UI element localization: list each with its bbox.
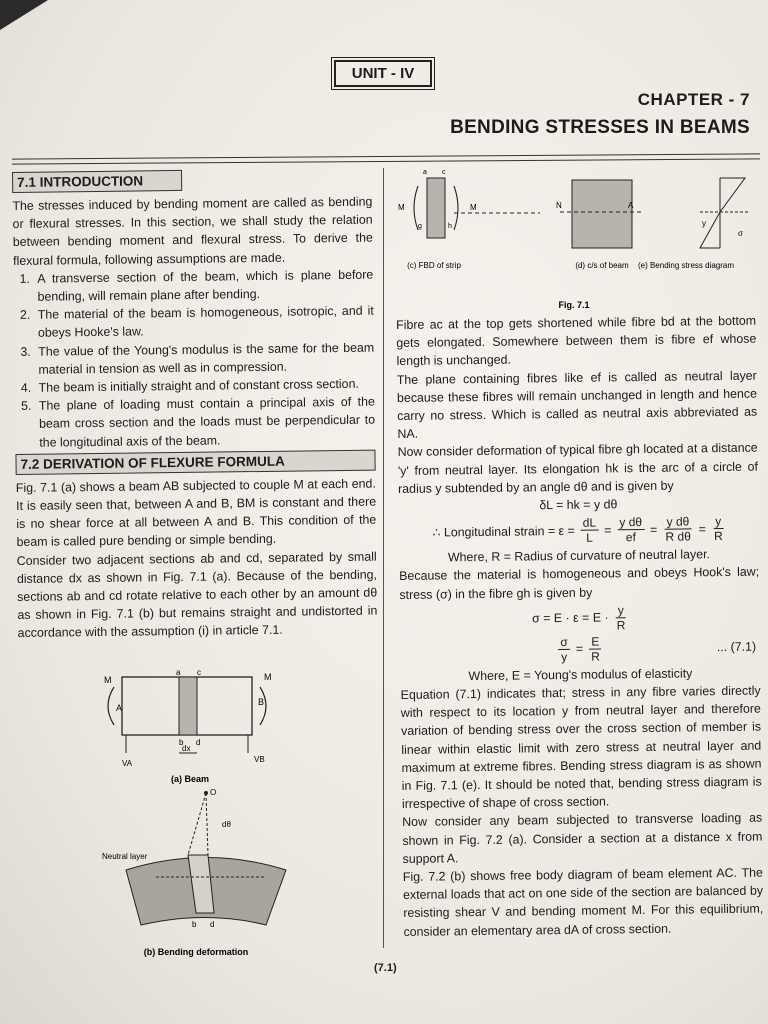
beam-support-label-a: A [116,703,123,713]
reaction-label-va: VA [122,759,133,768]
strip-label-h: h [448,223,452,230]
fig-label: Fig. 7.1 [558,300,590,310]
right-paragraph-4: Because the material is homogeneous and obeys Hook's law; stress (σ) in the fibre gh is given by [399,565,760,602]
fraction-ydtheta-rdtheta: $\frac{\text{y dθ}}{\text{R dθ}}$ [665,514,691,544]
chapter-title: BENDING STRESSES IN BEAMS [450,117,750,138]
strip-label-a: a [423,169,427,176]
where-e: Where, E = Young's modulus of elasticity [468,666,693,683]
figure-cde [390,168,762,313]
figure-a-beam [92,665,292,785]
section-label-a: a [176,668,181,677]
strip-moment-left: M [398,203,405,212]
strip-label-g: g [418,223,422,230]
section-label-c: c [197,668,201,677]
neutral-axis-label-n: N [556,201,562,210]
beam-moment-label-right: M [264,672,272,682]
fraction-ydtheta-ef: $\frac{\text{y dθ}}{ef}$ [617,515,644,544]
neutral-axis-label-a: A [628,201,634,210]
section-heading-7-2: 7.2 DERIVATION OF FLEXURE FORMULA [15,449,375,474]
chapter-number: CHAPTER - 7 [637,90,750,109]
section-label-dx: dx [182,744,191,753]
caption-d: (d) c/s of beam [575,261,629,270]
intro-paragraph: The stresses induced by bending moment are called as bending or flexural stresses. In this section, we shall study the relation between bending moment and flexural stress. To derive the flexural formula, following assumptions are made. [12,194,373,268]
angle-label: dθ [222,820,231,829]
right-paragraph-5: Equation (7.1) indicates that; stress in any fibre varies directly with respect to its location y from neutral layer and therefore variation of bending stress over the cross section of member is linear within elastic limit with zero stress at neutral layer and maximum at extreme fibres. Bending stress diagram is as shown in Fig. 7.1 (e). It should be noted that, bending stress diagram is irrespective of shape of cross section. [400,683,762,812]
fraction-e-r: $\frac{E}{R}$ [591,634,600,664]
equation-flexure: $\frac{\sigma}{y}$ = $\frac{E}{R}$ ... (7.1) [560,634,757,664]
page-number: (7.1) [374,962,397,974]
fraction-y-r-2: $\frac{y}{R}$ [616,603,626,633]
strip-moment-right: M [470,203,477,212]
assumption-item: 3. The value of the Young's modulus is the same for the beam material in tension as well as in compression. [34,338,374,379]
fibre-label-b: b [192,920,197,929]
stress-label-sigma: σ [738,229,743,238]
where-radius: Where, R = Radius of curvature of neutral layer. [447,547,711,565]
assumption-item: 4. The beam is initially straight and of constant cross section. [35,375,375,397]
section-label-b: b [179,738,184,747]
equation-stress-text: σ = E · ε = E · [532,610,609,626]
caption-a: (a) Beam [170,774,210,784]
assumption-item: 2. The material of the beam is homogeneous, isotropic, and it obeys Hooke's law. [34,302,374,343]
assumption-item: 5. The plane of loading must contain a principal axis of the beam cross section and the loads must be perpendicular to the longitudinal axis of the beam. [35,393,376,452]
right-paragraph-2: The plane containing fibres like ef is called as neutral layer because these fibres will remain unchanged in length and hence carry no stress. Which is called as neutral axis abbreviated as NA. [396,368,758,442]
section-heading-7-1: 7.1 INTRODUCTION [12,170,182,193]
fraction-dl-l: $\frac{dL}{L}$ [581,516,599,545]
right-paragraph-7: Fig. 7.2 (b) shows free body diagram of beam element AC. The external loads that act on one side of the section are balanced by resisting shear V and bending moment M. For this equilibrium, consider an elementary area dA of cross section. [402,865,764,939]
flexure-paragraph-1: Fig. 7.1 (a) shows a beam AB subjected to couple M at each end. It is easily seen that, between A and B, BM is constant and there is no shear force at all between A and B. This condition of the beam is called pure bending or simple bending. [15,476,377,550]
stress-label-y: y [702,219,706,228]
right-paragraph-1: Fibre ac at the top gets shortened while fibre bd at the bottom gets elongated. Somewhere between them is fibre ef whose length is unchanged. [396,313,757,369]
left-column [12,168,378,643]
assumption-item: 1. A transverse section of the beam, which is plane before bending, will remain plane after bending. [33,265,373,306]
caption-c: (c) FBD of strip [407,261,461,270]
fraction-y-r: $\frac{y}{R}$ [713,514,723,544]
equation-strain: ∴ Longitudinal strain = ε = $\frac{dL}{L}$ = $\frac{\text{y dθ}}{ef}$ = $\frac{\text{y dθ}}{\text{R dθ}}$ = $\frac{y}{R}$ [432,514,723,545]
right-paragraph-3: Now consider deformation of typical fibre gh located at a distance 'y' from neutral layer. Its elongation hk is the arc of a circle of radius y subtended by an angle dθ and is given by [397,441,758,496]
caption-e: (e) Bending stress diagram [637,261,735,270]
beam-support-label-b: B [258,697,265,707]
assumptions-list [13,265,375,451]
strip-label-c: c [442,169,446,176]
column-divider [383,168,384,948]
unit-label: UNIT - IV [334,60,432,87]
equation-strain-prefix: ∴ Longitudinal strain = ε = [432,523,575,540]
equation-number: ... (7.1) [716,639,757,655]
right-column [396,312,764,941]
page-corner-shadow [0,0,48,30]
fraction-sigma-y: $\frac{\sigma}{y}$ [558,635,570,664]
caption-b: (b) Bending deformation [143,947,249,957]
figure-b-deformation [96,785,296,960]
right-paragraph-6: Now consider any beam subjected to transverse loading as shown in Fig. 7.2 (a). Consider a section at a distance x from support A. [402,811,763,866]
equation-stress [400,601,760,634]
section-label-d: d [196,738,201,747]
center-label-o: O [210,788,217,797]
beam-moment-label-left: M [104,675,112,685]
fibre-label-d: d [210,920,215,929]
flexure-paragraph-2: Consider two adjacent sections ab and cd, separated by small distance dx as shown in Fig. 7.1 (a). Because of the bending, sections ab and cd rotate relative to each other by an amount dθ as shown in Fig. 7.1 (b) but remains straight and undistorted in accordance with the assumption (i) in article 7.1. [16,549,378,641]
neutral-layer-label: Neutral layer [102,852,148,861]
equation-elongation: δL = hk = y dθ [539,497,618,513]
reaction-label-vb: VB [254,755,265,764]
